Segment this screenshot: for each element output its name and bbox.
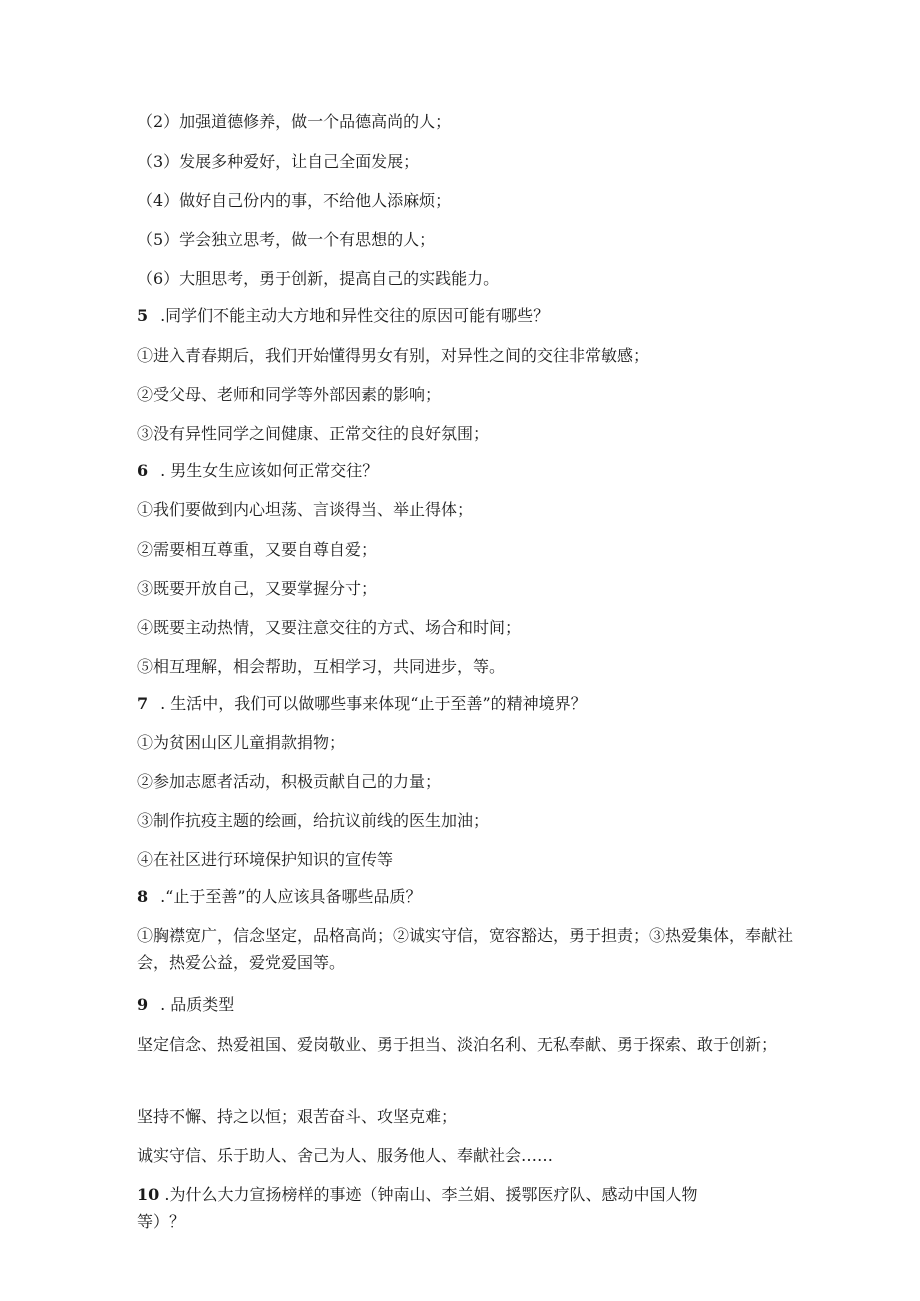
question-10-heading xyxy=(137,1181,737,1235)
answer-8: ①胸襟宽广，信念坚定，品格高尚；②诚实守信，宽容豁达，勇于担责；③热爱集体，奉献社会，热爱公益，爱党爱国等。 xyxy=(137,926,794,972)
answer-7-1: ①为贫困山区儿童捐款捐物； xyxy=(137,733,346,752)
question-title: . 男生女生应该如何正常交往？ xyxy=(155,461,379,480)
question-title: .“止于至善”的人应该具备哪些品质？ xyxy=(155,887,422,906)
list-item-3: （3）发展多种爱好，让自己全面发展； xyxy=(137,152,420,171)
answer-6-3: ③既要开放自己，又要掌握分寸； xyxy=(137,579,378,598)
question-title: . 品质类型 xyxy=(155,995,235,1014)
answer-9-1: 坚定信念、热爱祖国、爱岗敬业、勇于担当、淡泊名利、无私奉献、勇于探索、敢于创新； xyxy=(137,1035,778,1054)
question-5-heading xyxy=(137,304,797,328)
answer-6-2: ②需要相互尊重，又要自尊自爱； xyxy=(137,540,378,559)
question-number: 7 xyxy=(137,694,149,713)
question-title: . 生活中，我们可以做哪些事来体现“止于至善”的精神境界？ xyxy=(155,694,587,713)
list-item-4: （4）做好自己份内的事，不给他人添麻烦； xyxy=(137,191,452,210)
question-8-heading xyxy=(137,885,797,909)
question-7-heading xyxy=(137,692,797,716)
answer-7-3: ③制作抗疫主题的绘画，给抗议前线的医生加油； xyxy=(137,811,490,830)
question-number: 8 xyxy=(137,887,149,906)
answer-5-3: ③没有异性同学之间健康、正常交往的良好氛围； xyxy=(137,424,490,443)
answer-6-4: ④既要主动热情，又要注意交往的方式、场合和时间； xyxy=(137,618,522,637)
question-number: 9 xyxy=(137,995,149,1014)
question-number: 5 xyxy=(137,306,149,325)
question-6-heading xyxy=(137,459,797,483)
question-9-heading xyxy=(137,993,797,1017)
question-title: .同学们不能主动大方地和异性交往的原因可能有哪些？ xyxy=(155,306,550,325)
question-title: .为什么大力宣扬榜样的事迹（钟南山、李兰娟、援鄂医疗队、感动中国人物等）？ xyxy=(137,1185,698,1231)
question-number: 6 xyxy=(137,461,149,480)
answer-6-1: ①我们要做到内心坦荡、言谈得当、举止得体； xyxy=(137,500,474,519)
answer-5-2: ②受父母、老师和同学等外部因素的影响； xyxy=(137,385,442,404)
answer-7-2: ②参加志愿者活动，积极贡献自己的力量； xyxy=(137,772,442,791)
answer-7-4: ④在社区进行环境保护知识的宣传等 xyxy=(137,850,394,869)
list-item-2: （2）加强道德修养，做一个品德高尚的人； xyxy=(137,112,452,131)
answer-5-1: ①进入青春期后，我们开始懂得男女有别，对异性之间的交往非常敏感； xyxy=(137,346,650,365)
answer-6-5: ⑤相互理解，相会帮助，互相学习，共同进步，等。 xyxy=(137,657,506,676)
question-number: 10 xyxy=(137,1185,160,1204)
list-item-5: （5）学会独立思考，做一个有思想的人； xyxy=(137,230,436,249)
answer-9-2: 坚持不懈、持之以恒；艰苦奋斗、攻坚克难； xyxy=(137,1107,458,1126)
list-item-6: （6）大胆思考，勇于创新，提高自己的实践能力。 xyxy=(137,269,500,288)
answer-9-3: 诚实守信、乐于助人、舍己为人、服务他人、奉献社会…… xyxy=(137,1146,554,1165)
